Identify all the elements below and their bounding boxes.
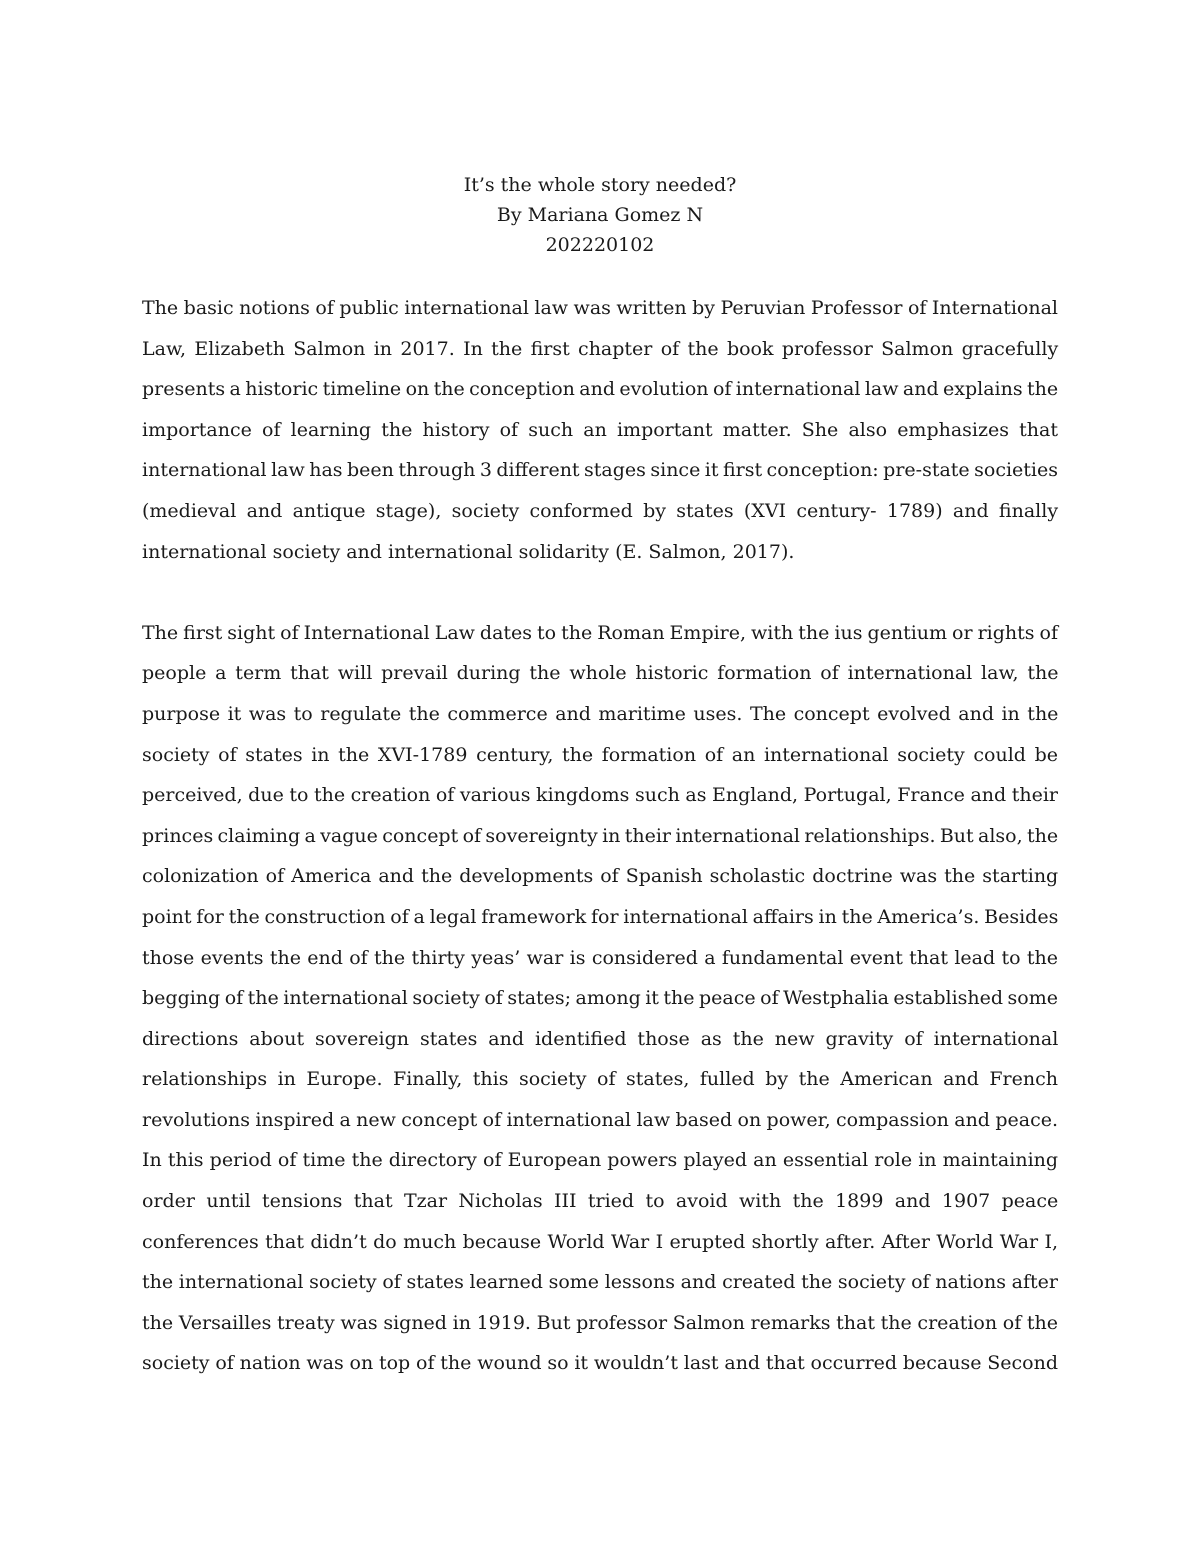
text-line: The first sight of International Law dates to the Roman Empire, with the ius gentium or rights of xyxy=(142,621,1058,644)
text-line: society of states in the XVI-1789 century, the formation of an international society could be xyxy=(142,743,1058,766)
paragraph-1 xyxy=(142,288,1058,572)
document-header xyxy=(0,170,1200,260)
text-line: princes claiming a vague concept of sovereignty in their international relationships. But also, the xyxy=(142,824,1059,847)
text-line: the Versailles treaty was signed in 1919. But professor Salmon remarks that the creation of the xyxy=(142,1311,1058,1334)
text-line: The basic notions of public international law was written by Peruvian Professor of International xyxy=(142,297,1058,319)
text-line: colonization of America and the developments of Spanish scholastic doctrine was the starting xyxy=(142,865,1059,888)
text-line: conferences that didn’t do much because World War I erupted shortly after. After World War I, xyxy=(142,1230,1058,1253)
text-line: Law, Elizabeth Salmon in 2017. In the first chapter of the book professor Salmon gracefully xyxy=(142,337,1059,360)
text-line: begging of the international society of states; among it the peace of Westphalia established some xyxy=(142,987,1058,1010)
essay-body xyxy=(142,288,1058,1384)
text-line: society of nation was on top of the wound so it wouldn’t last and that occurred because Second xyxy=(142,1352,1059,1375)
text-line: the international society of states learned some lessons and created the society of nations after xyxy=(142,1271,1058,1294)
text-line: importance of learning the history of such an important matter. She also emphasizes that xyxy=(142,418,1058,441)
text-line: order until tensions that Tzar Nicholas III tried to avoid with the 1899 and 1907 peace xyxy=(142,1190,1059,1213)
text-line: those events the end of the thirty yeas’ war is considered a fundamental event that lead to the xyxy=(142,946,1058,969)
text-line: directions about sovereign states and identified those as the new gravity of international xyxy=(142,1027,1059,1050)
text-line: point for the construction of a legal framework for international affairs in the America’s. Besides xyxy=(142,905,1059,928)
text-line: (medieval and antique stage), society conformed by states (XVI century- 1789) and finally xyxy=(142,499,1059,522)
text-line: In this period of time the directory of European powers played an essential role in maintaining xyxy=(142,1149,1059,1172)
text-line: presents a historic timeline on the conception and evolution of international law and explains the xyxy=(142,378,1059,401)
student-id: 202220102 xyxy=(545,234,655,256)
text-line: revolutions inspired a new concept of international law based on power, compassion and peace. xyxy=(142,1108,1058,1131)
paragraph-2 xyxy=(142,613,1058,1384)
text-line: purpose it was to regulate the commerce and maritime uses. The concept evolved and in the xyxy=(142,702,1059,725)
essay-title: It’s the whole story needed? xyxy=(463,174,737,196)
text-line: people a term that will prevail during the whole historic formation of international law, the xyxy=(142,662,1059,685)
paragraph-gap xyxy=(142,572,1058,613)
text-line: international society and international solidarity (E. Salmon, 2017). xyxy=(142,540,795,563)
text-line: relationships in Europe. Finally, this society of states, fulled by the American and French xyxy=(142,1068,1058,1091)
text-line: international law has been through 3 different stages since it first conception: pre-state societies xyxy=(142,459,1058,482)
text-line: perceived, due to the creation of various kingdoms such as England, Portugal, France and their xyxy=(142,784,1058,807)
essay-author: By Mariana Gomez N xyxy=(496,204,704,226)
